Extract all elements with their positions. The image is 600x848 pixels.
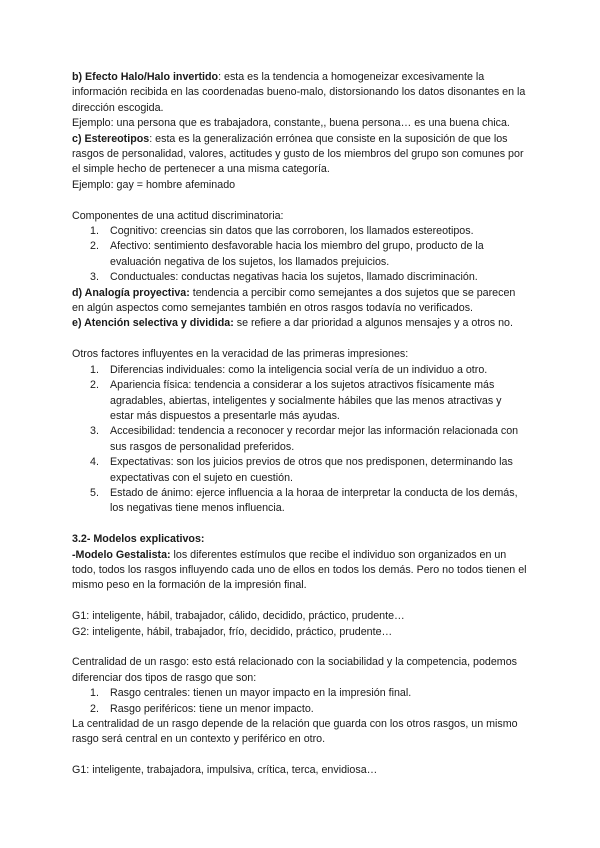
list-item: 5. Estado de ánimo: ejerce influencia a la horaa de interpretar la conducta de los demás, los negativas tiene menos influencia. [90,486,518,515]
components-list [72,224,528,286]
paragraph-gestalt: -Modelo Gestalista: los diferentes estímulos que recibe el individuo son organizados en un todo, todos los rasgos influyendo cada uno de ellos en todos los demás. Pero no todos tienen el mismo peso en la formación de la impresión final. [72,548,527,592]
paragraph-stereotypes: c) Estereotipos: esta es la generalización errónea que consiste en la suposición de que los rasgos de personalidad, valores, actitudes y gusto de los miembros del grupo son comunes por el simple hecho de pertenecer a una misma categoría. [72,132,524,176]
list-item: 2. Rasgo periféricos: tiene un menor impacto. [90,702,314,715]
document-page [72,70,528,779]
paragraph-attention: e) Atención selectiva y dividida: se refiere a dar prioridad a algunos mensajes y a otros no. [72,317,513,330]
example-halo: Ejemplo: una persona que es trabajadora, constante,, buena persona… es una buena chica. [72,117,510,130]
paragraph-analogy: d) Analogía proyectiva: tendencia a percibir como semejantes a dos sujetos que se parecen en algún aspectos como semejantes también en otros rasgos todavía no verificados. [72,286,516,315]
list-item: 2. Apariencia física: tendencia a considerar a los sujetos atractivos físicamente más agradables, abiertas, inteligentes y socialmente hábiles que las menos atractivas y estar más dispuestos a presentarle más ayudas. [90,379,502,422]
list-item: 1. Cognitivo: creencias sin datos que las corroboren, los llamados estereotipos. [90,225,474,238]
list-item: 1. Diferencias individuales: como la inteligencia social vería de un individuo a otro. [90,363,488,376]
list-item: 2. Afectivo: sentimiento desfavorable hacia los miembro del grupo, producto de la evaluación negativa de los sujetos, los llamados prejuicios. [90,240,484,268]
components-intro: Componentes de una actitud discriminatoria: [72,209,284,222]
list-item: 3. Conductuales: conductas negativas hacia los sujetos, llamado discriminación. [90,271,478,284]
trait-list-g1-second: G1: inteligente, trabajadora, impulsiva, crítica, terca, envidiosa… [72,764,378,777]
list-item: 3. Accesibilidad: tendencia a reconocer y recordar mejor las información relacionada con sus rasgos de personalidad preferidos. [90,425,519,453]
centrality-outro: La centralidad de un rasgo depende de la relación que guarda con los otros rasgos, un mismo rasgo será central en un contexto y periférico en otro. [72,717,518,746]
list-item: 1. Rasgo centrales: tienen un mayor impacto en la impresión final. [90,687,412,700]
factors-intro: Otros factores influyentes en la veracidad de las primeras impresiones: [72,348,409,361]
centrality-intro: Centralidad de un rasgo: esto está relacionado con la sociabilidad y la competencia, podemos diferenciar dos tipos de rasgo que son: [72,656,517,684]
trait-list-g1: G1: inteligente, hábil, trabajador, cálido, decidido, práctico, prudente… [72,610,405,623]
centrality-list [72,686,528,717]
example-stereotypes: Ejemplo: gay = hombre afeminado [72,178,236,191]
factors-list [72,363,528,517]
list-item: 4. Expectativas: son los juicios previos de otros que nos predisponen, determinando las expectativas con el sujeto en cuestión. [90,456,513,484]
term-gestalt: -Modelo Gestalista: [72,548,171,561]
term-stereotypes: c) Estereotipos [72,132,150,145]
term-halo: b) Efecto Halo/Halo invertido [72,71,219,83]
section-heading: 3.2- Modelos explicativos: [72,533,205,546]
term-attention: e) Atención selectiva y dividida: [72,317,234,330]
paragraph-halo: b) Efecto Halo/Halo invertido: esta es la tendencia a homogeneizar excesivamente la información recibida en las coordenadas bueno-malo, distorsionando los datos disonantes en la dirección escogida. [72,71,526,114]
trait-list-g2: G2: inteligente, hábil, trabajador, frío, decidido, práctico, prudente… [72,625,393,638]
term-analogy: d) Analogía proyectiva: [72,286,190,299]
